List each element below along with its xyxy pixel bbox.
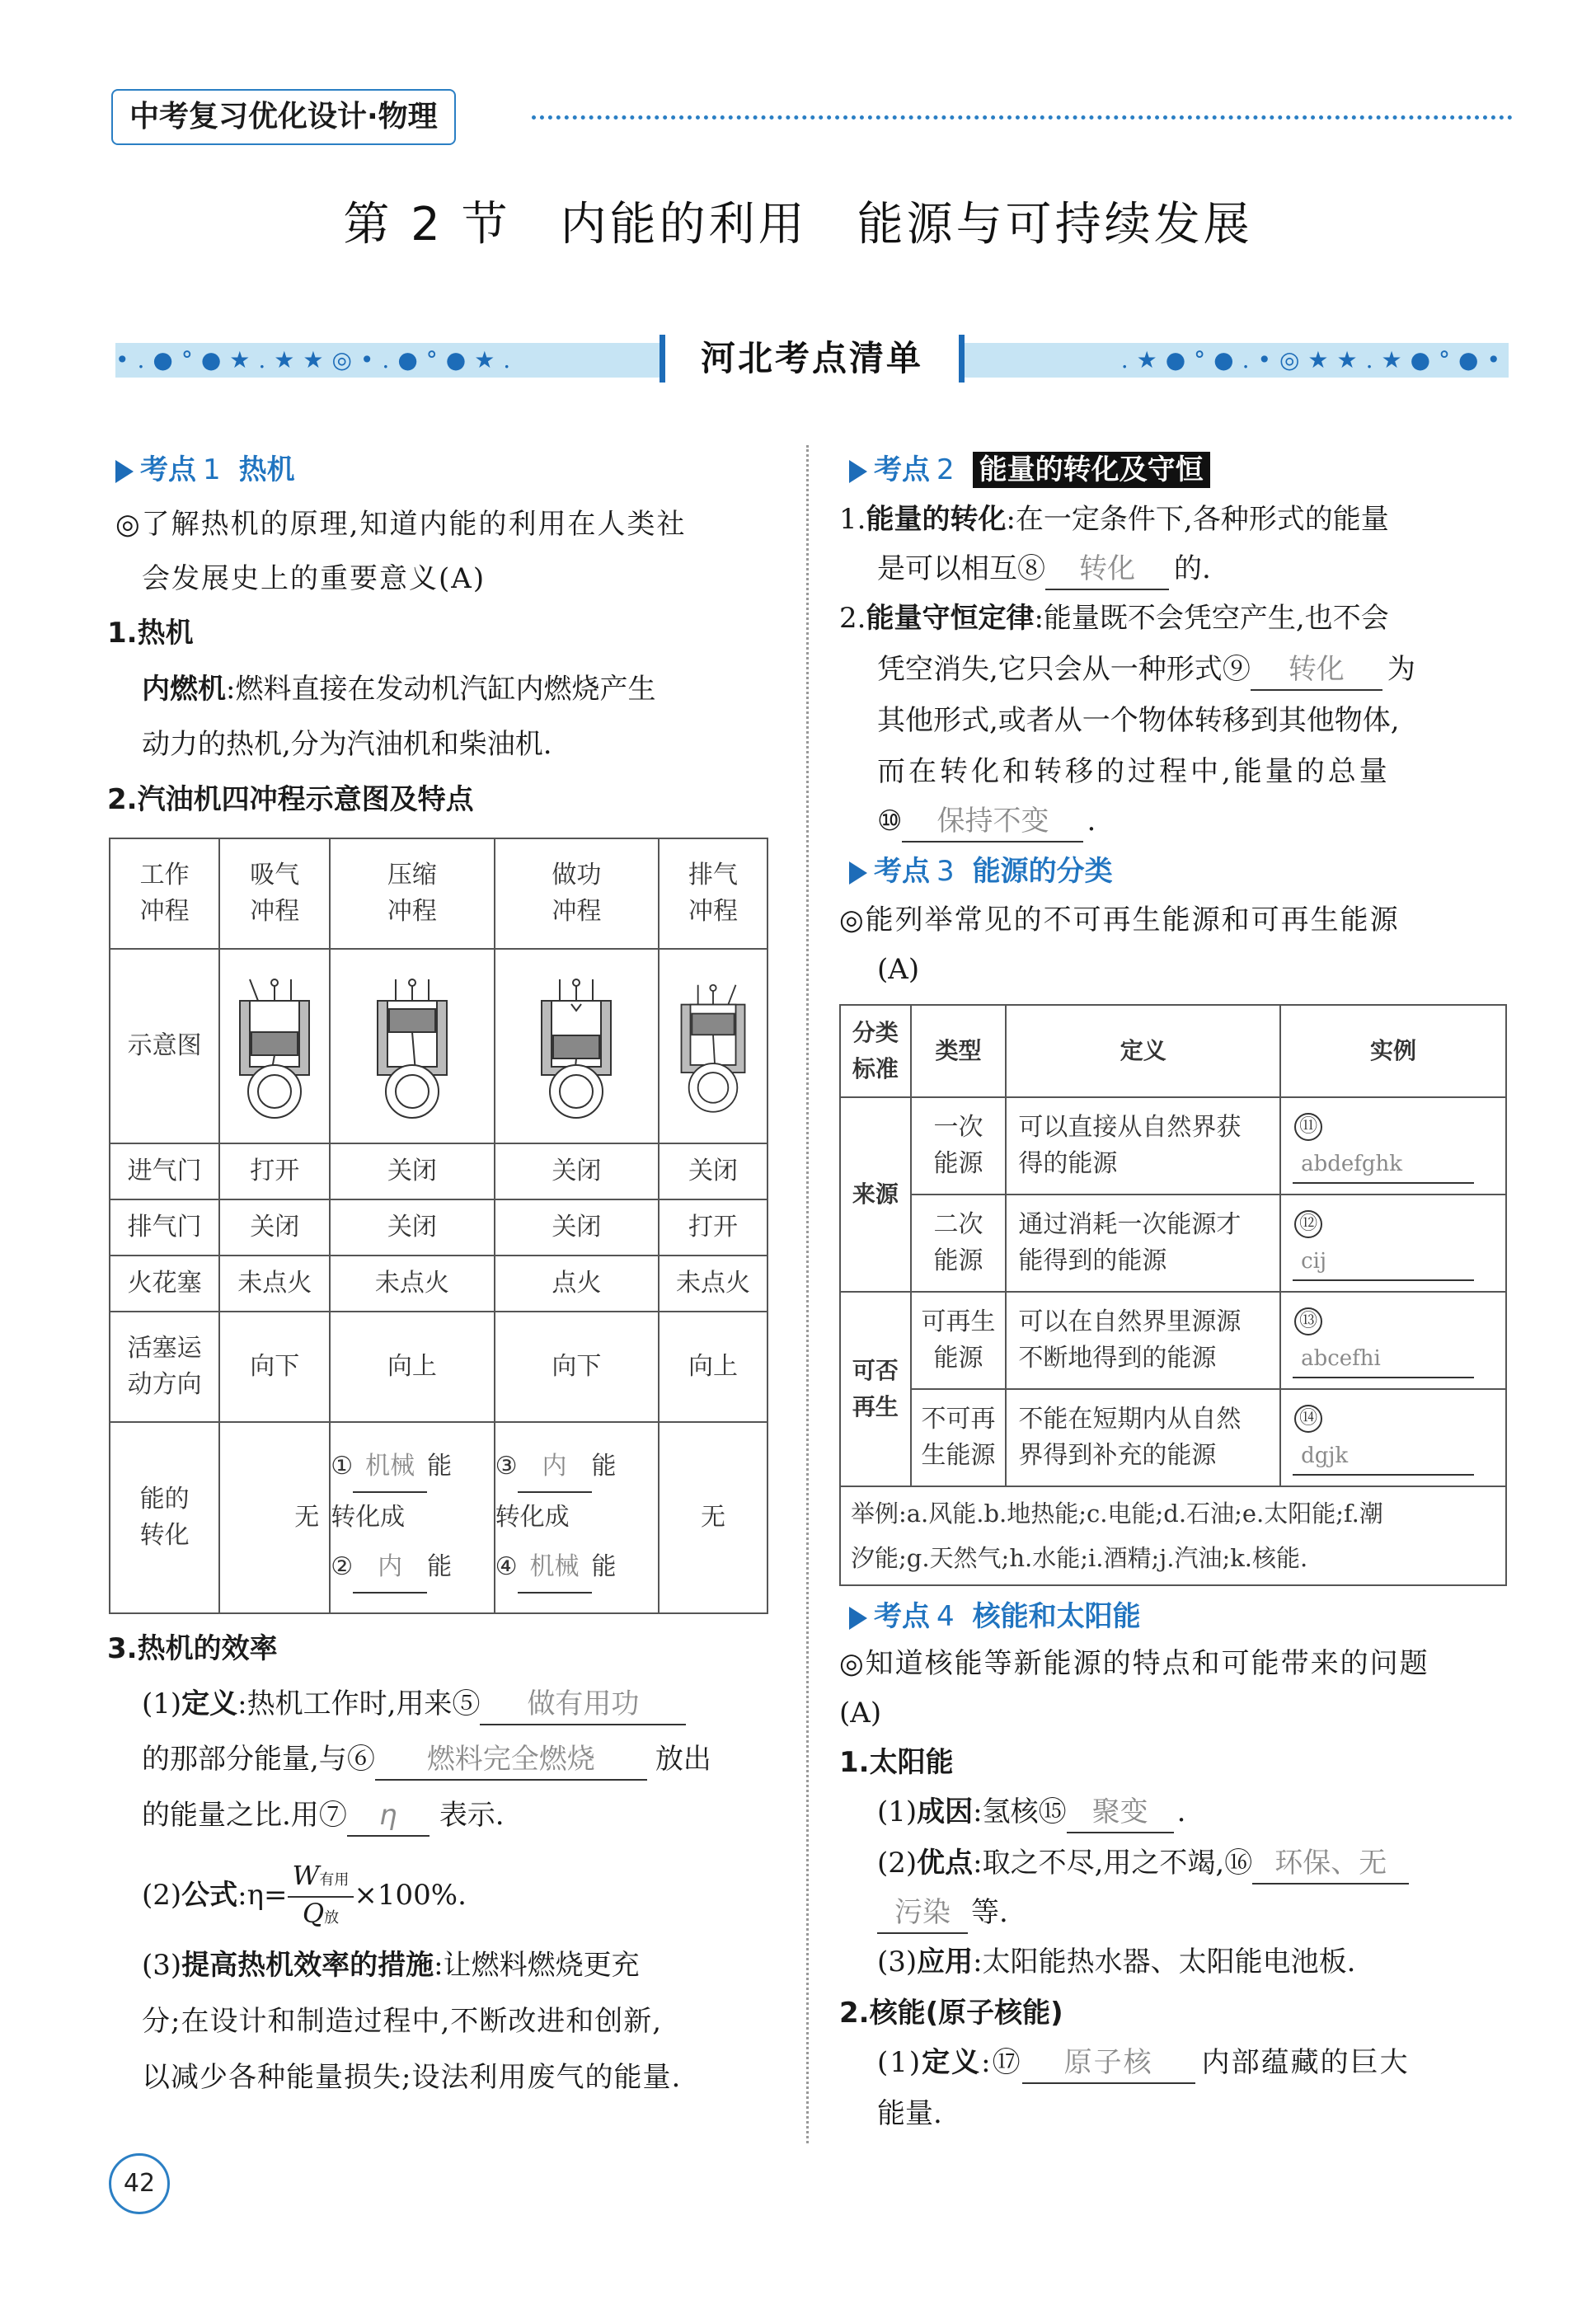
type-cell: 不可再 生能源	[911, 1389, 1007, 1486]
kaodian-title: 能量的转化及守恒	[973, 452, 1210, 488]
nuclear-definition-label: 定义	[922, 2046, 982, 2079]
heading-efficiency: 3.热机的效率	[107, 1632, 278, 1665]
kaodian-number: 2	[936, 453, 955, 486]
kaodian-number: 3	[936, 855, 955, 888]
efficiency-definition-line-3: 的能量之比.用⑦ η 表示.	[142, 1795, 505, 1837]
table-row	[110, 1143, 767, 1199]
table-cell: 关闭	[330, 1143, 494, 1199]
solar-advantage-line-2: 污染 等.	[877, 1893, 1008, 1934]
kaodian-1-heading	[115, 448, 295, 492]
improve-line-2: 分;在设计和制造过程中,不断改进和创新,	[142, 2005, 663, 2038]
table-cell: 打开	[659, 1199, 767, 1256]
energy-conversion-row	[110, 1422, 767, 1613]
type-cell: 一次 能源	[911, 1097, 1007, 1195]
definition-cell: 不能在短期内从自然 界得到补充的能源	[1006, 1389, 1280, 1486]
header-cell: 实例	[1280, 1005, 1506, 1097]
kaodian-4-heading	[849, 1594, 1141, 1639]
table-row	[110, 1199, 767, 1256]
table-cell: 无	[219, 1422, 330, 1613]
exhaust-diagram	[659, 949, 767, 1143]
kaodian-number: 4	[936, 1600, 955, 1633]
group-label: 来源	[840, 1097, 911, 1292]
improve-label: 提高热机效率的措施	[181, 1949, 434, 1982]
conservation-label: 能量守恒定律	[866, 602, 1035, 635]
table-cell: 关闭	[659, 1143, 767, 1199]
table-cell: 关闭	[495, 1143, 659, 1199]
answer-17: 原子核	[1022, 2043, 1195, 2084]
energy-classification-table	[839, 1004, 1507, 1586]
power-diagram	[495, 949, 659, 1143]
answer-16b: 污染	[877, 1893, 968, 1934]
solar-cause: (1)成因:氢核⑮ 聚变 .	[877, 1792, 1185, 1833]
efficiency-formula: (2)公式:η= $\frac{\text{W有用}}{\text{Q放}}$ ×100%.	[142, 1860, 467, 1934]
compression-conversion: ① 机械 能 转化成 ② 内 能	[330, 1422, 494, 1613]
definition-cell: 可以直接从自然界获 得的能源	[1006, 1097, 1280, 1195]
requirement-1-line-2: 会发展史上的重要意义(A)	[142, 562, 486, 595]
conversion-label: 能量的转化	[866, 503, 1007, 536]
banner-decoration-left: •.●°●★.★★◎•.●°●★.	[115, 346, 519, 373]
solar-advantage-line-1: (2)优点:取之不尽,用之不竭,⑯ 环保、无	[877, 1843, 1409, 1885]
table-cell: 关闭	[495, 1199, 659, 1256]
conservation-line-3: 其他形式,或者从一个物体转移到其他物体,	[877, 704, 1400, 737]
formula-label: 公式	[181, 1879, 238, 1912]
triangle-arrow-icon	[849, 1607, 867, 1630]
triangle-arrow-icon	[849, 861, 867, 885]
header-cell: 排气 冲程	[659, 838, 767, 949]
definition-label: 定义	[181, 1687, 238, 1720]
table-row	[840, 1195, 1506, 1292]
header-cell: 类型	[911, 1005, 1007, 1097]
engine-exhaust-diagram	[668, 968, 758, 1124]
example-cell: ⑪abdefghk	[1280, 1097, 1506, 1195]
efficiency-fraction: $\frac{\text{W有用}}{\text{Q放}}$	[288, 1860, 354, 1934]
heading-solar: 1.太阳能	[839, 1746, 954, 1779]
solar-application: (3)应用:太阳能热水器、太阳能电池板.	[877, 1946, 1356, 1978]
conservation-line-4: 而在转化和转移的过程中,能量的总量	[877, 755, 1391, 788]
header-cell: 工作 冲程	[110, 838, 219, 949]
header-cell: 分类 标准	[840, 1005, 911, 1097]
page-header	[111, 89, 1513, 145]
ice-label: 内燃机	[142, 673, 226, 706]
banner-title: 河北考点清单	[660, 335, 965, 383]
improve-line-1: (3)提高热机效率的措施:让燃料燃烧更充	[142, 1949, 640, 1982]
examples-note-row	[840, 1486, 1506, 1585]
answer-3: 内	[518, 1442, 592, 1493]
row-label: 活塞运 动方向	[110, 1312, 219, 1422]
triangle-arrow-icon	[115, 460, 134, 483]
energy-conversion-line-1: 1.能量的转化:在一定条件下,各种形式的能量	[839, 503, 1389, 536]
table-row	[840, 1292, 1506, 1389]
kaodian-title: 热机	[238, 453, 295, 486]
table-row	[840, 1097, 1506, 1195]
row-label: 排气门	[110, 1199, 219, 1256]
row-label: 能的 转化	[110, 1422, 219, 1613]
kaodian-2-heading	[849, 448, 1210, 492]
kaodian-prefix: 考点	[874, 1600, 930, 1633]
answer-12: cij	[1293, 1243, 1474, 1281]
row-label: 进气门	[110, 1143, 219, 1199]
answer-16a: 环保、无	[1252, 1843, 1409, 1885]
answer-15: 聚变	[1067, 1792, 1174, 1833]
answer-8: 转化	[1045, 549, 1169, 590]
answer-6: 燃料完全燃烧	[375, 1739, 647, 1781]
ice-text: :燃料直接在发动机汽缸内燃烧产生	[226, 673, 656, 706]
table-cell: 未点火	[659, 1256, 767, 1312]
requirement-4-line-2: (A)	[839, 1697, 882, 1730]
intake-diagram	[219, 949, 330, 1143]
table-cell: 点火	[495, 1256, 659, 1312]
improve-line-3: 以减少各种能量损失;设法利用废气的能量.	[142, 2061, 682, 2094]
efficiency-definition-line-1: (1)定义:热机工作时,用来⑤ 做有用功	[142, 1684, 686, 1725]
table-cell: 关闭	[330, 1199, 494, 1256]
answer-11: abdefghk	[1293, 1146, 1474, 1184]
book-title: 中考复习优化设计·物理	[111, 89, 456, 145]
table-cell: 无	[659, 1422, 767, 1613]
header-dotted-rule	[532, 115, 1513, 120]
answer-4: 机械	[518, 1542, 592, 1594]
energy-conversion-line-2: 是可以相互⑧ 转化 的.	[877, 549, 1211, 590]
answer-13: abcefhi	[1293, 1340, 1474, 1378]
requirement-3-line-2: (A)	[877, 953, 920, 986]
requirement-3-line-1: ◎能列举常见的不可再生能源和可再生能源	[839, 904, 1400, 936]
header-cell: 吸气 冲程	[219, 838, 330, 949]
table-row	[110, 1256, 767, 1312]
requirement-4-line-1: ◎知道核能等新能源的特点和可能带来的问题	[839, 1647, 1429, 1680]
answer-10: 保持不变	[902, 801, 1083, 843]
table-cell: 向上	[330, 1312, 494, 1422]
example-cell: ⑭dgjk	[1280, 1389, 1506, 1486]
group-label: 可否 再生	[840, 1292, 911, 1486]
ice-definition-line-2: 动力的热机,分为汽油机和柴油机.	[142, 728, 552, 761]
kaodian-title: 能源的分类	[972, 855, 1113, 888]
table-cell: 向下	[219, 1312, 330, 1422]
ice-definition-line-1	[142, 669, 655, 709]
header-cell: 定义	[1006, 1005, 1280, 1097]
heading-heat-engine: 1.热机	[107, 617, 194, 650]
header-cell: 做功 冲程	[495, 838, 659, 949]
table-cell: 未点火	[330, 1256, 494, 1312]
heading-four-stroke: 2.汽油机四冲程示意图及特点	[107, 783, 474, 816]
table-cell: 未点火	[219, 1256, 330, 1312]
diagram-row	[110, 949, 767, 1143]
kaodian-number: 1	[203, 453, 221, 486]
nuclear-definition-line-2: 能量.	[877, 2097, 942, 2130]
heading-nuclear: 2.核能(原子核能)	[839, 1997, 1063, 2030]
kaodian-prefix: 考点	[140, 453, 196, 486]
engine-power-diagram	[527, 968, 626, 1124]
table-row	[110, 1312, 767, 1422]
conservation-line-1: 2.能量守恒定律:能量既不会凭空产生,也不会	[839, 602, 1389, 635]
engine-intake-diagram	[225, 968, 324, 1124]
examples-note: 举例:a.风能.b.地热能;c.电能;d.石油;e.太阳能;f.潮 汐能;g.天然气;h.水能;i.酒精;j.汽油;k.核能.	[840, 1486, 1506, 1585]
section-banner	[115, 335, 1509, 383]
kaodian-prefix: 考点	[874, 855, 930, 888]
column-divider	[806, 445, 809, 2143]
table-cell: 关闭	[219, 1199, 330, 1256]
page-number: 42	[109, 2153, 170, 2214]
banner-decoration-right: .★●°●.•◎★★.★●°●•	[1120, 346, 1509, 373]
table-cell: 打开	[219, 1143, 330, 1199]
requirement-1-line-1: ◎了解热机的原理,知道内能的利用在人类社	[115, 508, 687, 541]
advantage-label: 优点	[917, 1847, 974, 1880]
nuclear-definition-line-1: (1)定义:⑰ 原子核 内部蕴藏的巨大	[877, 2043, 1410, 2084]
section-title: 第 2 节 内能的利用 能源与可持续发展	[343, 198, 1253, 251]
table-header-row	[840, 1005, 1506, 1097]
table-header-row	[110, 838, 767, 949]
answer-9: 转化	[1251, 650, 1382, 691]
table-cell: 向上	[659, 1312, 767, 1422]
answer-14: dgjk	[1293, 1438, 1474, 1476]
example-cell: ⑬abcefhi	[1280, 1292, 1506, 1389]
compression-diagram	[330, 949, 494, 1143]
triangle-arrow-icon	[849, 460, 867, 483]
answer-7: η	[347, 1795, 430, 1837]
kaodian-prefix: 考点	[874, 453, 930, 486]
four-stroke-table	[109, 838, 768, 1614]
power-conversion: ③ 内 能 转化成 ④ 机械 能	[495, 1422, 659, 1613]
definition-cell: 可以在自然界里源源 不断地得到的能源	[1006, 1292, 1280, 1389]
answer-2: 内	[353, 1542, 427, 1594]
table-row	[840, 1389, 1506, 1486]
answer-5: 做有用功	[480, 1684, 686, 1725]
row-label: 火花塞	[110, 1256, 219, 1312]
diagram-label: 示意图	[110, 949, 219, 1143]
type-cell: 可再生 能源	[911, 1292, 1007, 1389]
kaodian-title: 核能和太阳能	[972, 1600, 1141, 1633]
table-cell: 向下	[495, 1312, 659, 1422]
answer-1: 机械	[353, 1442, 427, 1493]
kaodian-3-heading	[849, 849, 1113, 894]
cause-label: 成因	[917, 1795, 974, 1828]
engine-compression-diagram	[363, 968, 462, 1124]
header-cell: 压缩 冲程	[330, 838, 494, 949]
efficiency-definition-line-2: 的那部分能量,与⑥ 燃料完全燃烧 放出	[142, 1739, 711, 1781]
example-cell: ⑫cij	[1280, 1195, 1506, 1292]
type-cell: 二次 能源	[911, 1195, 1007, 1292]
definition-cell: 通过消耗一次能源才 能得到的能源	[1006, 1195, 1280, 1292]
conservation-line-5: ⑩ 保持不变 .	[877, 801, 1096, 843]
conservation-line-2: 凭空消失,它只会从一种形式⑨ 转化 为	[877, 650, 1415, 691]
application-label: 应用	[917, 1946, 974, 1978]
